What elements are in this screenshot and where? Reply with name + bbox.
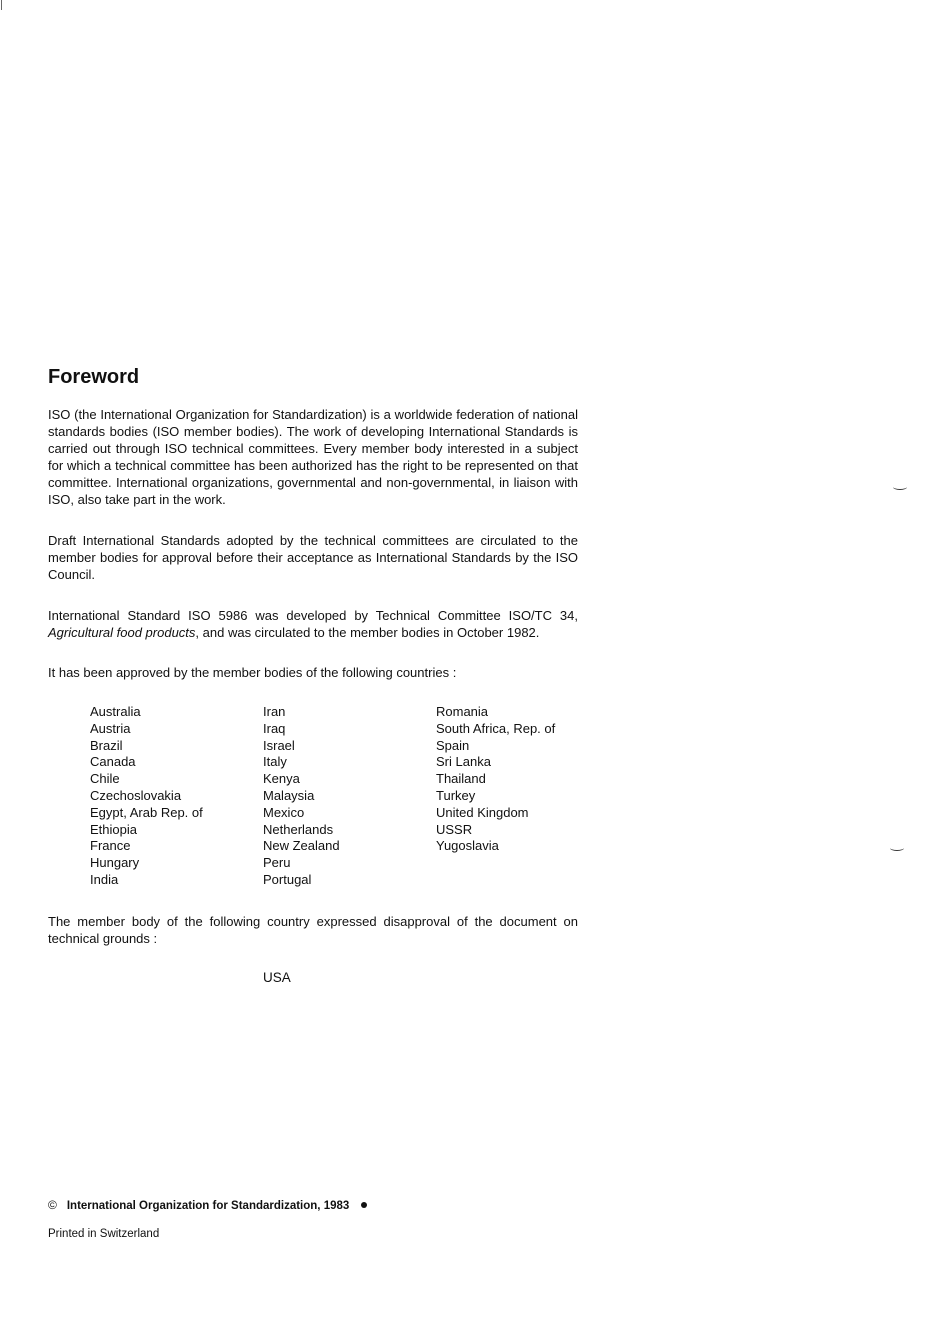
country-name: Canada [90, 754, 136, 770]
paragraph-draft-standards: Draft International Standards adopted by the technical committees are circulated to the member bodies for approval before their acceptance as International Standards by the ISO Council. [48, 533, 578, 582]
paragraph-disapproval-intro: The member body of the following country expressed disapproval of the document on technical grounds : [48, 914, 578, 946]
p3-text-before: International Standard ISO 5986 was developed by Technical Committee ISO/TC 34, [48, 608, 578, 623]
country-name: South Africa, Rep. of [436, 720, 556, 736]
p3-text-after: , and was circulated to the member bodies in October 1982. [195, 625, 540, 640]
paragraph-standard-origin [48, 607, 578, 641]
country-name: Sri Lanka [436, 754, 491, 770]
margin-mark [893, 484, 907, 490]
paragraph-iso-description: ISO (the International Organization for Standardization) is a worldwide federation of national standards bodies (ISO member bodies). The work of developing International Standards is carried out through ISO technical committees. Every member body interested in a subject for which a technical committee has been authorized has the right to be represented on that committee. International organizations, governmental and non-governmental, in liaison with ISO, also take part in the work. [48, 407, 578, 507]
country-name: Ethiopia [90, 821, 137, 837]
country-name: Iran [263, 704, 286, 719]
country-name: Brazil [90, 737, 123, 753]
scan-edge-mark [1, 0, 2, 10]
committee-title: Agricultural food products [48, 625, 196, 640]
copyright-symbol: © [48, 1198, 57, 1212]
country-name: Romania [436, 704, 489, 719]
country-name: Hungary [90, 855, 140, 871]
copyright-text: International Organization for Standardization, 1983 [66, 1200, 350, 1212]
country-name: Australia [90, 704, 141, 719]
country-name: India [90, 871, 119, 887]
margin-mark [890, 845, 904, 851]
country-name: Yugoslavia [436, 838, 499, 854]
country-name: France [90, 838, 131, 854]
country-list-column-1 [90, 704, 203, 889]
country-name: USSR [436, 821, 473, 837]
country-list-column-2 [263, 704, 340, 889]
country-name: United Kingdom [436, 804, 529, 820]
country-name: Netherlands [263, 821, 334, 837]
country-name: Malaysia [263, 787, 315, 803]
country-name: Portugal [263, 871, 312, 887]
paragraph-approval-intro: It has been approved by the member bodies of the following countries : [48, 665, 457, 680]
country-name: Egypt, Arab Rep. of [90, 804, 203, 820]
country-name: Italy [263, 754, 287, 770]
country-name: New Zealand [263, 838, 340, 854]
country-name: Mexico [263, 804, 305, 820]
printed-location: Printed in Switzerland [48, 1228, 160, 1240]
country-name: Turkey [436, 787, 476, 803]
country-name: Israel [263, 737, 295, 753]
bullet-dot-icon [361, 1202, 367, 1208]
country-name: Peru [263, 855, 291, 871]
country-name: Kenya [263, 771, 300, 787]
country-name: Thailand [436, 771, 486, 787]
country-list-column-3 [436, 704, 555, 855]
country-name: Chile [90, 771, 120, 787]
country-name: Spain [436, 737, 470, 753]
disapproving-country: USA [263, 970, 291, 985]
page-title: Foreword [48, 366, 140, 388]
country-name: Iraq [263, 720, 286, 736]
country-name: Austria [90, 720, 131, 736]
copyright-line [48, 1198, 367, 1212]
country-name: Czechoslovakia [90, 787, 182, 803]
